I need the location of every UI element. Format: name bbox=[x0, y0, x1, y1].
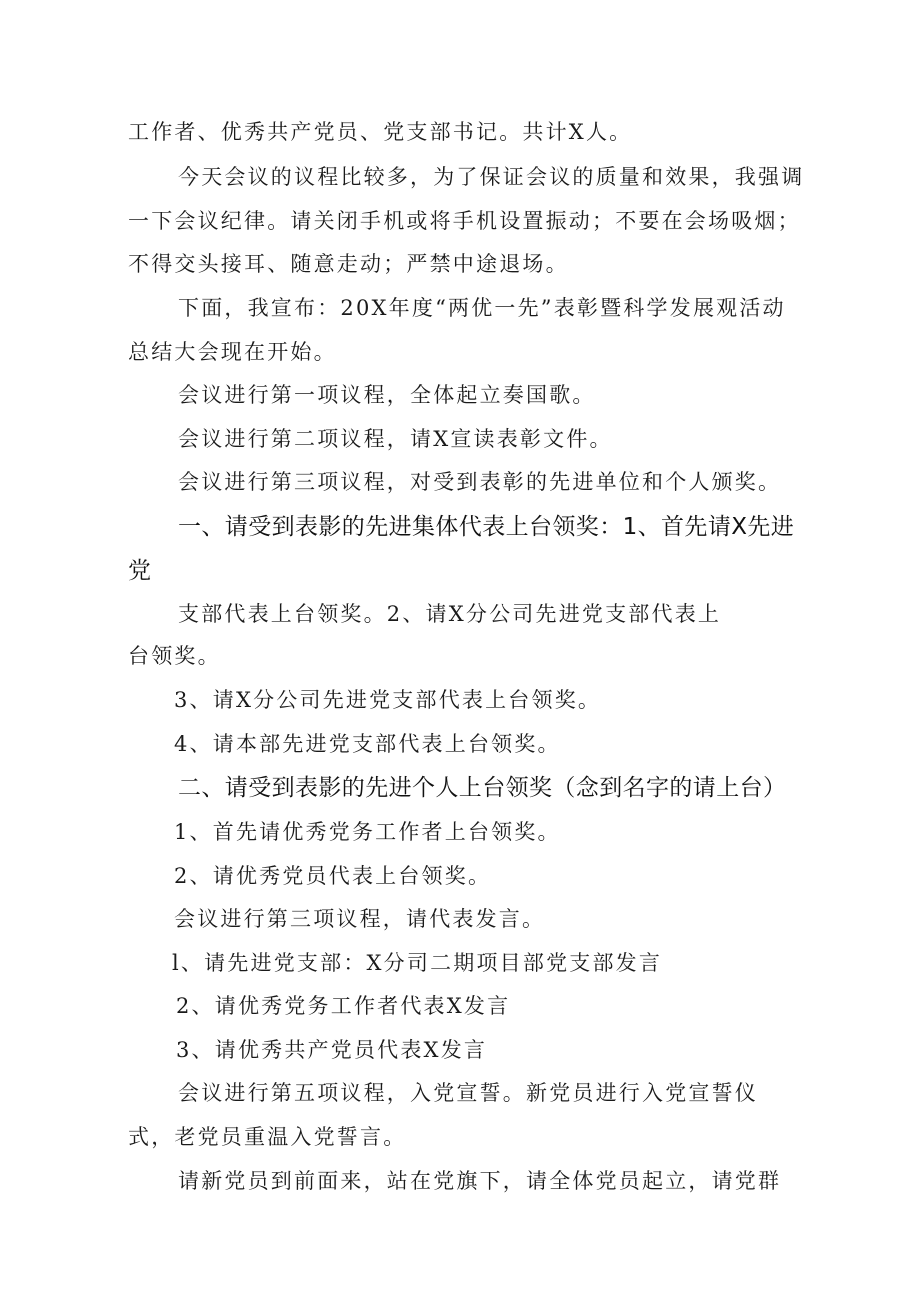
text-line: 会议进行第三项议程，对受到表彰的先进单位和个人颁奖。 bbox=[178, 470, 782, 494]
text-line: 会议进行第一项议程，全体起立奏国歌。 bbox=[178, 383, 596, 407]
text-line: 不得交头接耳、随意走动；严禁中途退场。 bbox=[128, 252, 569, 276]
text-line: 4、请本部先进党支部代表上台领奖。 bbox=[174, 732, 561, 756]
text-line: 3、请优秀共产党员代表X发言 bbox=[176, 1038, 488, 1062]
text-line: 式，老党员重温入党誓言。 bbox=[128, 1125, 407, 1149]
section-heading: 一、请受到表影的先进集体代表上台领奖：1、首先请X先进 bbox=[178, 514, 795, 540]
text-line: 今天会议的议程比较多，为了保证会议的质量和效果，我强调 bbox=[178, 165, 805, 189]
text-line: 3、请X分公司先进党支部代表上台领奖。 bbox=[174, 688, 602, 712]
text-line: 会议进行第二项议程，请X宣读表彰文件。 bbox=[178, 427, 613, 451]
text-line: 1、首先请优秀党务工作者上台领奖。 bbox=[174, 820, 561, 844]
text-line: 下面，我宣布：20X年度“两优一先”表彰暨科学发展观活动 bbox=[178, 296, 786, 320]
text-line: 总结大会现在开始。 bbox=[128, 340, 337, 364]
text-line: 台领奖。 bbox=[128, 644, 221, 668]
section-heading-continuation: 党 bbox=[128, 558, 152, 584]
text-line: 支部代表上台领奖。2、请X分公司先进党支部代表上 bbox=[178, 602, 722, 626]
text-line: 一下会议纪律。请关闭手机或将手机设置振动；不要在会场吸烟； bbox=[128, 209, 801, 233]
text-line: l、请先进党支部：X分司二期项目部党支部发言 bbox=[172, 951, 663, 975]
text-line: 2、请优秀党员代表上台领奖。 bbox=[174, 864, 492, 888]
text-line: 2、请优秀党务工作者代表X发言 bbox=[176, 994, 511, 1018]
text-line: 请新党员到前面来，站在党旗下，请全体党员起立，请党群 bbox=[178, 1169, 782, 1193]
text-line: 工作者、优秀共产党员、党支部书记。共计X人。 bbox=[128, 120, 633, 144]
text-line: 会议进行第三项议程，请代表发言。 bbox=[174, 907, 546, 931]
text-line: 会议进行第五项议程，入党宣誓。新党员进行入党宣誓仪 bbox=[178, 1081, 758, 1105]
section-heading: 二、请受到表影的先进个人上台领奖（念到名字的请上台） bbox=[178, 775, 787, 801]
